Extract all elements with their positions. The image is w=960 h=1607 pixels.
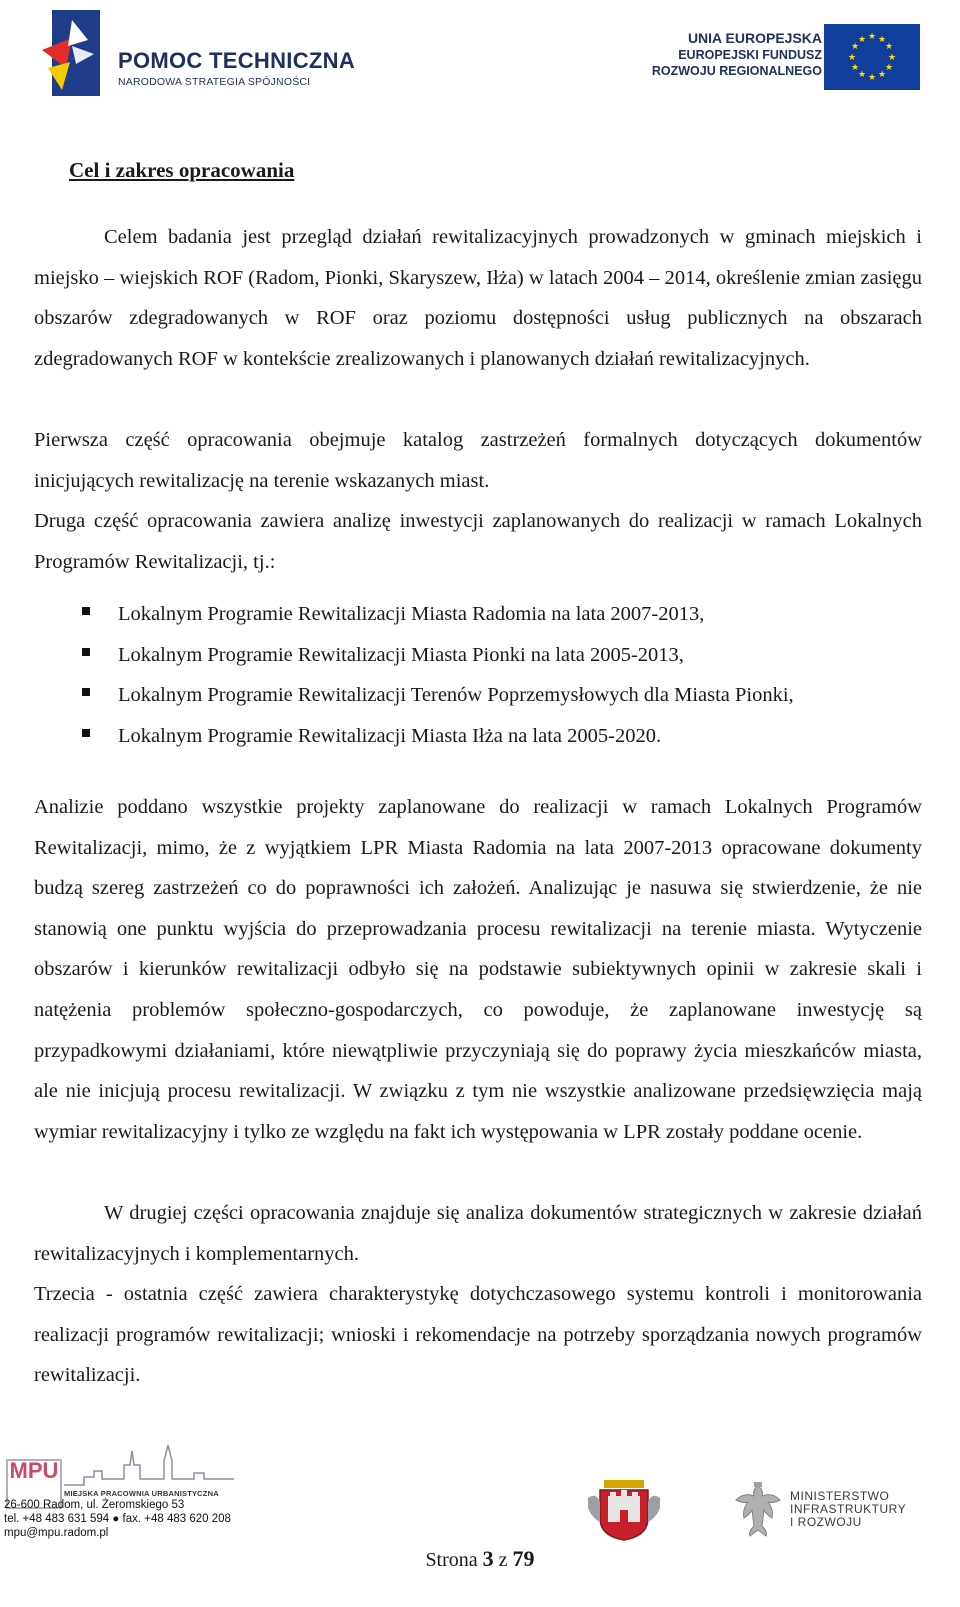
list-item [80, 716, 940, 757]
page-sep: z [498, 1549, 508, 1571]
svg-text:★: ★ [867, 73, 877, 83]
eu-logo-line1: UNIA EUROPEJSKA [687, 30, 822, 46]
ministry-line3: I ROZWOJU [790, 1515, 862, 1529]
page-total: 79 [512, 1546, 535, 1571]
mpu-logo [4, 1443, 244, 1543]
svg-text:★: ★ [884, 63, 894, 73]
pomoc-techniczna-logo [42, 10, 362, 100]
list-item [80, 675, 940, 716]
bullet-square-icon [82, 688, 90, 696]
paragraph-part-three: Trzecia - ostatnia część zawiera charakterystykę dotychczasowego systemu kontroli i monitorowania realizacji programów rewitalizacji; wnioski i rekomendacje na potrzeby sporządzania nowych programów rewitalizacji. [34, 1283, 922, 1387]
svg-text:★: ★ [847, 53, 857, 63]
list-item-text: Lokalnym Programie Rewitalizacji Miasta Iłża na lata 2005-2020. [118, 724, 662, 747]
svg-text:★: ★ [887, 53, 897, 63]
bullet-square-icon [82, 607, 90, 615]
lpr-list [80, 594, 940, 756]
ministry-line2: INFRASTRUKTURY [790, 1502, 907, 1516]
svg-text:★: ★ [857, 35, 867, 45]
bullet-square-icon [82, 648, 90, 656]
svg-text:★: ★ [857, 70, 867, 80]
eu-logo-line2: EUROPEJSKI FUNDUSZ [678, 48, 822, 62]
pomoc-techniczna-title: POMOC TECHNICZNA [118, 48, 356, 73]
section-title: Cel i zakres opracowania [69, 158, 295, 182]
eu-erdf-logo [628, 16, 940, 102]
paragraph-strategic: W drugiej części opracowania znajduje się analiza dokumentów strategicznych w zakresie działań rewitalizacyjnych i komplementarnych. [34, 1202, 922, 1265]
svg-text:★: ★ [850, 63, 860, 73]
paragraph-part-two: Druga część opracowania zawiera analizę inwestycji zaplanowanych do realizacji w ramach Lokalnych Programów Rewitalizacji, tj.: [34, 510, 922, 573]
paragraph-analysis: Analizie poddano wszystkie projekty zaplanowane do realizacji w ramach Lokalnych Programów Rewitalizacji, mimo, że z wyjątkiem LPR Miasta Radomia na lata 2007-2013 opracowane dokumenty budzą szereg zastrzeżeń co do poprawności ich założeń. Analizując je nasuwa się stwierdzenie, że nie stanowią one punktu wyjścia do przeprowadzania procesu rewitalizacji na terenie miasta. Wytyczenie obszarów i kierunków rewitalizacji odbyło się na podstawie subiektywnych opinii w zakresie skali i natężenia problemów społeczno-gospodarczych, co powoduje, że zaplanowane inwestycję są przypadkowymi działaniami, które niewątpliwie przyczyniają się do poprawy życia mieszkańców miasta, ale nie inicjują procesu rewitalizacji. W związku z tym nie wszystkie analizowane przedsięwzięcia mają wymiar rewitalizacyjny i tylko ze względu na fakt ich występowania w LPR zostały poddane ocenie. [34, 796, 922, 1143]
ministry-line1: MINISTERSTWO [790, 1489, 890, 1503]
list-item-text: Lokalnym Programie Rewitalizacji Miasta Pionki na lata 2005-2013, [118, 643, 684, 666]
paragraph-part-one: Pierwsza część opracowania obejmuje katalog zastrzeżeń formalnych dotyczących dokumentów inicjujących rewitalizację na terenie wskazanych miast. [34, 429, 922, 492]
eu-flag-icon [824, 24, 920, 90]
eu-logo-text [652, 30, 822, 79]
svg-text:★: ★ [884, 42, 894, 52]
mpu-email: mpu@mpu.radom.pl [4, 1527, 109, 1539]
eu-logo-line3: ROZWOJU REGIONALNEGO [651, 64, 822, 78]
radom-coat-of-arms-icon [586, 1478, 662, 1542]
bullet-square-icon [82, 729, 90, 737]
list-item [80, 594, 940, 635]
ministry-name [790, 1490, 906, 1529]
svg-text:★: ★ [867, 32, 877, 42]
paragraph-purpose: Celem badania jest przegląd działań rewitalizacyjnych prowadzonych w gminach miejskich i miejsko – wiejskich ROF (Radom, Pionki, Skaryszew, Iłża) w latach 2004 – 2014, określenie zmian zasięgu obszarów zdegradowanych w ROF oraz poziomu dostępności usług publicznych na obszarach zdegradowanych ROF w kontekście zrealizowanych i planowanych działań rewitalizacyjnych. [34, 226, 922, 370]
page-current: 3 [482, 1546, 494, 1571]
page-prefix: Strona [425, 1549, 478, 1571]
mpu-name: MIEJSKA PRACOWNIA URBANISTYCZNA [64, 1489, 219, 1498]
svg-text:★: ★ [850, 42, 860, 52]
nss-star-icon [42, 10, 100, 96]
list-item [80, 635, 940, 676]
mpu-address: 26-600 Radom, ul. Żeromskiego 53 [4, 1499, 185, 1511]
mpu-logo-mark: MPU [6, 1459, 62, 1509]
svg-text:★: ★ [877, 35, 887, 45]
pomoc-techniczna-subtitle: NARODOWA STRATEGIA SPÓJNOŚCI [118, 76, 311, 88]
mpu-phone-fax: tel. +48 483 631 594 ● fax. +48 483 620 208 [4, 1513, 231, 1525]
ministry-logo [732, 1480, 942, 1540]
list-item-text: Lokalnym Programie Rewitalizacji Terenów Poprzemysłowych dla Miasta Pionki, [118, 684, 794, 707]
city-skyline-icon [64, 1443, 234, 1487]
list-item-text: Lokalnym Programie Rewitalizacji Miasta Radomia na lata 2007-2013, [118, 603, 705, 625]
page-number [0, 1546, 960, 1572]
svg-text:★: ★ [877, 70, 887, 80]
polish-eagle-icon [732, 1480, 784, 1540]
